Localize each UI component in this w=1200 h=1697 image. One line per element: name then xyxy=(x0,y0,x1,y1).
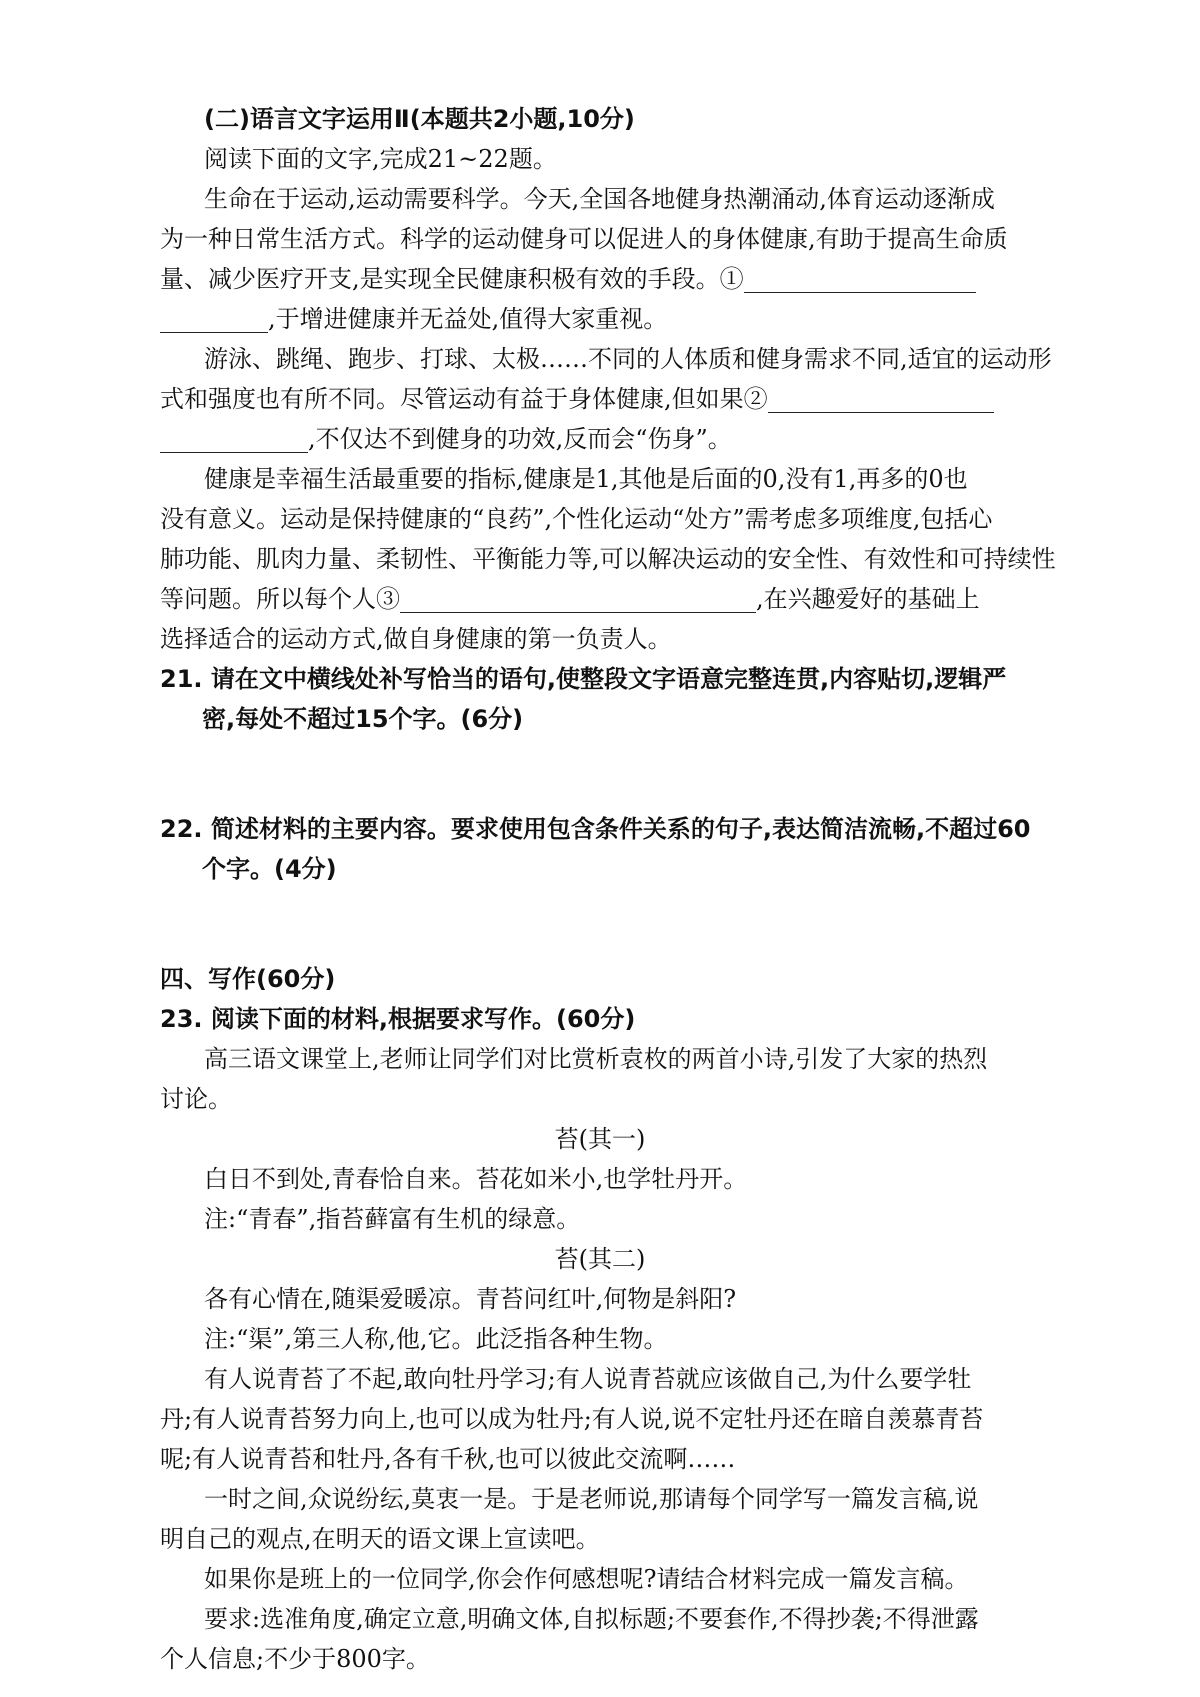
passage-line xyxy=(160,262,976,296)
material-line: 丹;有人说青苔努力向上,也可以成为牡丹;有人说,说不定牡丹还在暗自羡慕青苔 xyxy=(160,1405,984,1433)
section-heading: (二)语言文字运用Ⅱ(本题共2小题,10分) xyxy=(204,105,635,133)
passage-line: 没有意义。运动是保持健康的“良药”,个性化运动“处方”需考虑多项维度,包括心 xyxy=(160,505,993,533)
passage-text: 量、减少医疗开支,是实现全民健康积极有效的手段。① xyxy=(160,265,744,293)
passage-text: 等问题。所以每个人③ xyxy=(160,585,400,613)
section-instruction: 阅读下面的文字,完成21~22题。 xyxy=(204,145,557,173)
material-line: 高三语文课堂上,老师让同学们对比赏析袁枚的两首小诗,引发了大家的热烈 xyxy=(204,1045,988,1073)
passage-line: 选择适合的运动方式,做自身健康的第一负责人。 xyxy=(160,625,672,653)
passage-text: 式和强度也有所不同。尽管运动有益于身体健康,但如果② xyxy=(160,385,768,413)
passage-line xyxy=(160,382,994,416)
passage-text: ,于增进健康并无益处,值得大家重视。 xyxy=(268,305,668,333)
poem-2-text: 各有心情在,随渠爱暖凉。青苔问红叶,何物是斜阳? xyxy=(204,1285,737,1313)
answer-blank-1[interactable] xyxy=(744,266,976,293)
passage-line xyxy=(160,582,980,616)
passage-line: 游泳、跳绳、跑步、打球、太极……不同的人体质和健身需求不同,适宜的运动形 xyxy=(204,345,1052,373)
question-22: 22. 简述材料的主要内容。要求使用包含条件关系的句子,表达简洁流畅,不超过60 xyxy=(160,815,1031,843)
writing-requirements: 要求:选准角度,确定立意,明确文体,自拟标题;不要套作,不得抄袭;不得泄露 xyxy=(204,1605,979,1633)
material-line: 一时之间,众说纷纭,莫衷一是。于是老师说,那请每个同学写一篇发言稿,说 xyxy=(204,1485,979,1513)
material-line: 讨论。 xyxy=(160,1085,232,1113)
poem-2-title: 苔(其二) xyxy=(554,1245,646,1273)
question-21-continued: 密,每处不超过15个字。(6分) xyxy=(202,705,524,733)
writing-prompt: 如果你是班上的一位同学,你会作何感想呢?请结合材料完成一篇发言稿。 xyxy=(204,1565,969,1593)
writing-heading: 四、写作(60分) xyxy=(160,965,336,993)
passage-line: 健康是幸福生活最重要的指标,健康是1,其他是后面的0,没有1,再多的0也 xyxy=(204,465,968,493)
passage-line: 生命在于运动,运动需要科学。今天,全国各地健身热潮涌动,体育运动逐渐成 xyxy=(204,185,995,213)
material-line: 明自己的观点,在明天的语文课上宣读吧。 xyxy=(160,1525,600,1553)
answer-blank-3[interactable] xyxy=(400,586,756,613)
passage-text: ,不仅达不到健身的功效,反而会“伤身”。 xyxy=(308,425,732,453)
answer-blank-2-continued[interactable] xyxy=(160,426,308,453)
answer-blank-2[interactable] xyxy=(768,386,994,413)
question-22-continued: 个字。(4分) xyxy=(202,855,337,883)
question-23: 23. 阅读下面的材料,根据要求写作。(60分) xyxy=(160,1005,636,1033)
passage-line: 为一种日常生活方式。科学的运动健身可以促进人的身体健康,有助于提高生命质 xyxy=(160,225,1008,253)
question-21: 21. 请在文中横线处补写恰当的语句,使整段文字语意完整连贯,内容贴切,逻辑严 xyxy=(160,665,1007,693)
answer-blank-1-continued[interactable] xyxy=(160,306,268,333)
writing-requirements-continued: 个人信息;不少于800字。 xyxy=(160,1645,430,1673)
poem-1-note: 注:“青春”,指苔藓富有生机的绿意。 xyxy=(204,1205,581,1233)
passage-line xyxy=(160,422,732,456)
poem-1-text: 白日不到处,青春恰自来。苔花如米小,也学牡丹开。 xyxy=(204,1165,748,1193)
material-line: 呢;有人说青苔和牡丹,各有千秋,也可以彼此交流啊…… xyxy=(160,1445,736,1473)
material-line: 有人说青苔了不起,敢向牡丹学习;有人说青苔就应该做自己,为什么要学牡 xyxy=(204,1365,972,1393)
poem-2-note: 注:“渠”,第三人称,他,它。此泛指各种生物。 xyxy=(204,1325,668,1353)
passage-line xyxy=(160,302,667,336)
poem-1-title: 苔(其一) xyxy=(554,1125,646,1153)
passage-text: ,在兴趣爱好的基础上 xyxy=(756,585,980,613)
passage-line: 肺功能、肌肉力量、柔韧性、平衡能力等,可以解决运动的安全性、有效性和可持续性 xyxy=(160,545,1056,573)
